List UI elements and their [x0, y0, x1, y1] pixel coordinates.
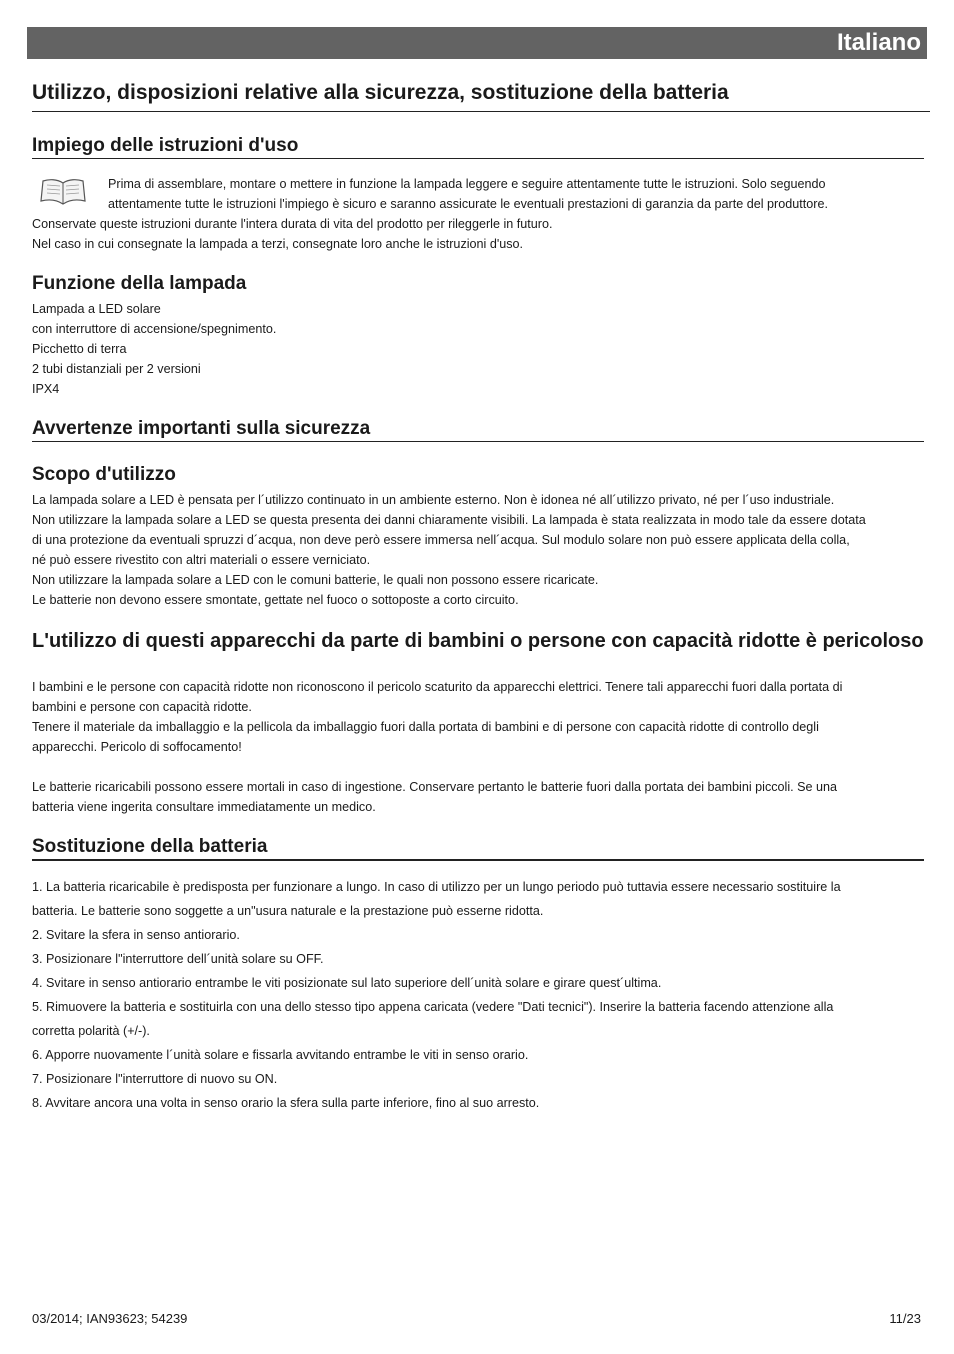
language-header-bar: [27, 27, 927, 59]
step-line: 7. Posizionare l"interruttore di nuovo su ON.: [32, 1072, 278, 1086]
language-label: Italiano: [836, 29, 921, 56]
text-line: di una protezione da eventuali spruzzi d´acqua, non deve però essere immersa nell´acqua. Sul modulo solare non può essere applicata della colla,: [32, 533, 850, 547]
batteria-steps: [32, 875, 922, 1115]
footer-page-number: 11/23: [889, 1311, 921, 1326]
scopo-text: [32, 490, 922, 610]
step-line: 2. Svitare la sfera in senso antiorario.: [32, 928, 240, 942]
step-line: 4. Svitare in senso antiorario entrambe le viti posizionate sul lato superiore dell´unità solare e girare quest´ultima.: [32, 976, 662, 990]
heading-bambini: L'utilizzo di questi apparecchi da parte di bambini o persone con capacità ridotte è pericoloso: [32, 630, 924, 652]
page-title: Utilizzo, disposizioni relative alla sicurezza, sostituzione della batteria: [32, 79, 930, 112]
step-line: 6. Apporre nuovamente l´unità solare e fissarla avvitando entrambe le viti in senso orario.: [32, 1048, 529, 1062]
text-line: I bambini e le persone con capacità ridotte non riconoscono il pericolo scaturito da apparecchi elettrici. Tenere tali apparecchi fuori dalla portata di: [32, 680, 843, 694]
text-line: batteria viene ingerita consultare immediatamente un medico.: [32, 800, 376, 814]
text-line: IPX4: [32, 382, 60, 396]
text-line: Le batterie non devono essere smontate, gettate nel fuoco o sottoposte a corto circuito.: [32, 593, 519, 607]
step-line: 8. Avvitare ancora una volta in senso orario la sfera sulla parte inferiore, fino al suo arresto.: [32, 1096, 540, 1110]
step-line: 3. Posizionare l"interruttore dell´unità solare su OFF.: [32, 952, 324, 966]
step-line: corretta polarità (+/-).: [32, 1024, 150, 1038]
heading-batteria: Sostituzione della batteria: [32, 835, 924, 861]
text-line: né può essere rivestito con altri materiali o essere verniciato.: [32, 553, 371, 567]
step-line: batteria. Le batterie sono soggette a un"usura naturale e la prestazione può esserne ridotta.: [32, 904, 544, 918]
text-line: Lampada a LED solare: [32, 302, 161, 316]
text-line: Nel caso in cui consegnate la lampada a terzi, consegnate loro anche le istruzioni d'uso.: [32, 237, 524, 251]
footer-document-info: 03/2014; IAN93623; 54239: [32, 1311, 188, 1326]
step-line: 1. La batteria ricaricabile è predisposta per funzionare a lungo. In caso di utilizzo per un lungo periodo può tuttavia essere necessario sostituire la: [32, 880, 841, 894]
text-line: bambini e persone con capacità ridotte.: [32, 700, 252, 714]
text-line: Tenere il materiale da imballaggio e la pellicola da imballaggio fuori dalla portata di bambini e di persone con capacità ridotte di controllo degli: [32, 720, 819, 734]
text-line: Prima di assemblare, montare o mettere in funzione la lampada leggere e seguire attentamente tutte le istruzioni. Solo seguendo: [108, 177, 826, 191]
text-line: Non utilizzare la lampada solare a LED se questa presenta dei danni chiaramente visibili. La lampada è stata realizzata in modo tale da essere dotata: [32, 513, 866, 527]
text-line: con interruttore di accensione/spegnimento.: [32, 322, 277, 336]
text-line: Le batterie ricaricabili possono essere mortali in caso di ingestione. Conservare pertanto le batterie fuori dalla portata dei bambini piccoli. Se una: [32, 780, 838, 794]
text-line: 2 tubi distanziali per 2 versioni: [32, 362, 201, 376]
blank-line: [32, 757, 922, 777]
funzione-list: [32, 299, 922, 399]
open-book-icon: [39, 176, 87, 206]
step-line: 5. Rimuovere la batteria e sostituirla con una dello stesso tipo appena caricata (vedere "Dati tecnici"). Inserire la batteria facendo attenzione alla: [32, 1000, 834, 1014]
heading-funzione: Funzione della lampada: [32, 273, 247, 294]
heading-scopo: Scopo d'utilizzo: [32, 464, 176, 485]
text-line: Non utilizzare la lampada solare a LED con le comuni batterie, le quali non possono essere ricaricate.: [32, 573, 599, 587]
text-line: attentamente tutte le istruzioni l'impiego è sicuro e saranno assicurate le eventuali prestazioni di garanzia da parte del produttore.: [108, 197, 828, 211]
istruzioni-text: [32, 214, 922, 254]
bambini-text: [32, 677, 922, 817]
heading-istruzioni: Impiego delle istruzioni d'uso: [32, 134, 924, 159]
text-line: Conservate queste istruzioni durante l'intera durata di vita del prodotto per rileggerle in futuro.: [32, 217, 553, 231]
text-line: apparecchi. Pericolo di soffocamento!: [32, 740, 242, 754]
intro-text: [108, 174, 828, 214]
text-line: La lampada solare a LED è pensata per l´utilizzo continuato in un ambiente esterno. Non è idonea né all´utilizzo privato, né per l´uso industriale.: [32, 493, 835, 507]
heading-avvertenze: Avvertenze importanti sulla sicurezza: [32, 417, 924, 442]
text-line: Picchetto di terra: [32, 342, 127, 356]
